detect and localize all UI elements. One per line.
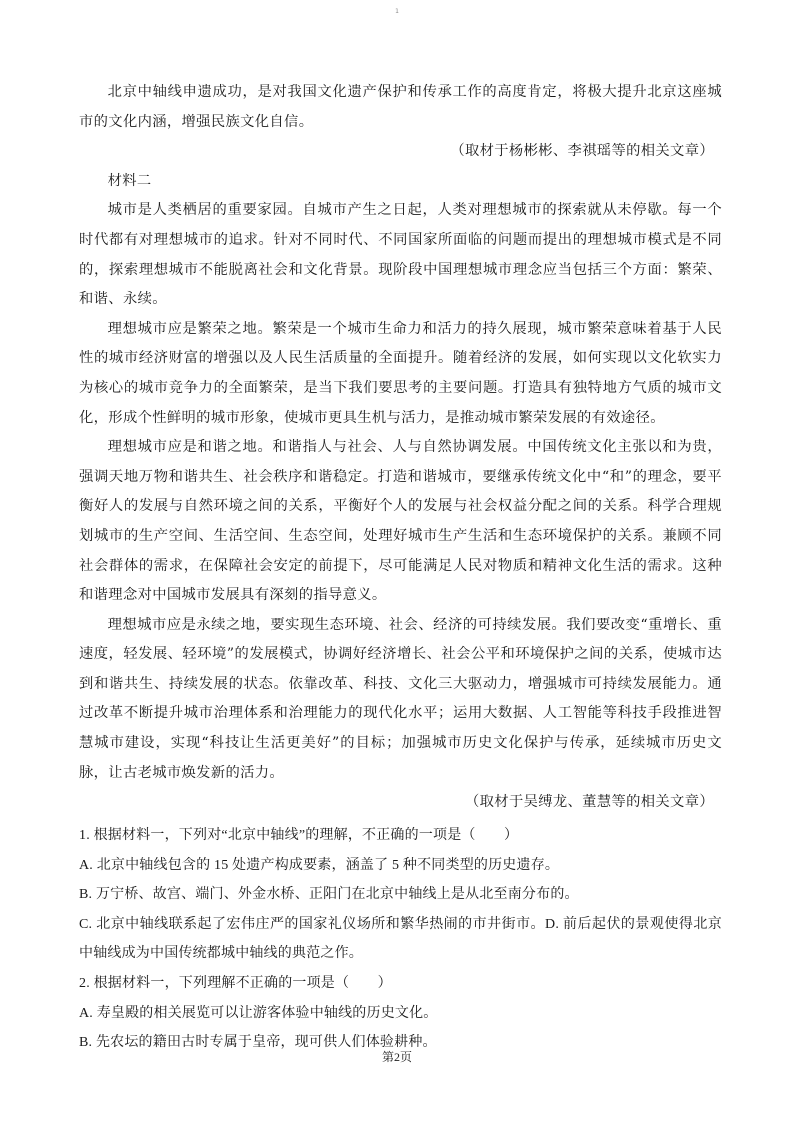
answer-option: B. 先农坛的籍田古时专属于皇帝，现可供人们体验耕种。 — [79, 1035, 437, 1051]
material-two-paragraph: 理想城市应是永续之地，要实现生态环境、社会、经济的可持续发展。我们要改变“重增长、重速度，轻发展、轻环境”的发展模式，协调好经济增长、社会公平和环境保护之间的关系，使城市达到和谐共生、持续发展的状态。依靠改革、科技、文化三大驱动力，增强城市可持续发展能力。通过改革不断提升城市治理体系和治理能力的现代化水平；运用大数据、人工智能等科技手段推进智慧城市建设，实现“科技让生活更美好”的目标；加强城市历史文化保护与传承，延续城市历史文脉，让古老城市焕发新的活力。 — [79, 616, 722, 781]
answer-option: A. 北京中轴线包含的 15 处遗产构成要素，涵盖了 5 种不同类型的历史遗存。 — [79, 857, 560, 873]
material-two-paragraph: 理想城市应是繁荣之地。繁荣是一个城市生命力和活力的持久展现，城市繁荣意味着基于人民性的城市经济财富的增强以及人民生活质量的全面提升。随着经济的发展，如何实现以文化软实力为核心的城市竞争力的全面繁荣，是当下我们要思考的主要问题。打造具有独特地方气质的城市文化，形成个性鲜明的城市形象，使城市更具生机与活力，是推动城市繁荣发展的有效途径。 — [79, 320, 722, 426]
material-two-paragraph: 理想城市应是和谐之地。和谐指人与社会、人与自然协调发展。中国传统文化主张以和为贵，强调天地万物和谐共生、社会秩序和谐稳定。打造和谐城市，要继承传统文化中“和”的理念，要平衡好人的发展与自然环境之间的关系，平衡好个人的发展与社会权益分配之间的关系。科学合理规划城市的生产空间、生活空间、生态空间，处理好城市生产生活和生态环境保护的关系。兼顾不同社会群体的需求，在保障社会安定的前提下，尽可能满足人民对物质和精神文化生活的需求。这种和谐理念对中国城市发展具有深刻的指导意义。 — [79, 439, 722, 604]
material-one-source: （取材于杨彬彬、李祺瑶等的相关文章） — [450, 143, 714, 160]
answer-option: B. 万宁桥、故宫、端门、外金水桥、正阳门在北京中轴线上是从北至南分布的。 — [79, 887, 579, 903]
material-two-source: （取材于吴缚龙、董慧等的相关文章） — [465, 794, 714, 811]
question-stem: 1. 根据材料一，下列对“北京中轴线”的理解，不正确的一项是（ ） — [79, 828, 519, 843]
material-two-heading: 材料二 — [107, 172, 152, 189]
answer-option: A. 寿皇殿的相关展览可以让游客体验中轴线的历史文化。 — [79, 1005, 438, 1021]
page-number: 第2页 — [381, 1050, 412, 1064]
question-stem: 2. 根据材料一，下列理解不正确的一项是（ ） — [79, 975, 392, 991]
material-one-closing-paragraph: 北京中轴线申遗成功，是对我国文化遗产保护和传承工作的高度肯定，将极大提升北京这座城市的文化内涵，增强民族文化自信。 — [79, 84, 722, 130]
page-top-mark: 1 — [395, 8, 399, 15]
answer-option: C. 北京中轴线联系起了宏伟庄严的国家礼仪场所和繁华热闹的市井街市。D. 前后起伏的景观使得北京中轴线成为中国传统都城中轴线的典范之作。 — [79, 916, 722, 962]
questions-section — [79, 821, 722, 1058]
article-body — [79, 78, 722, 818]
material-two-paragraph: 城市是人类栖居的重要家园。自城市产生之日起，人类对理想城市的探索就从未停歇。每一个时代都有对理想城市的追求。针对不同时代、不同国家所面临的问题而提出的理想城市模式是不同的，探索理想城市不能脱离社会和文化背景。现阶段中国理想城市理念应当包括三个方面：繁荣、和谐、永续。 — [79, 202, 722, 308]
